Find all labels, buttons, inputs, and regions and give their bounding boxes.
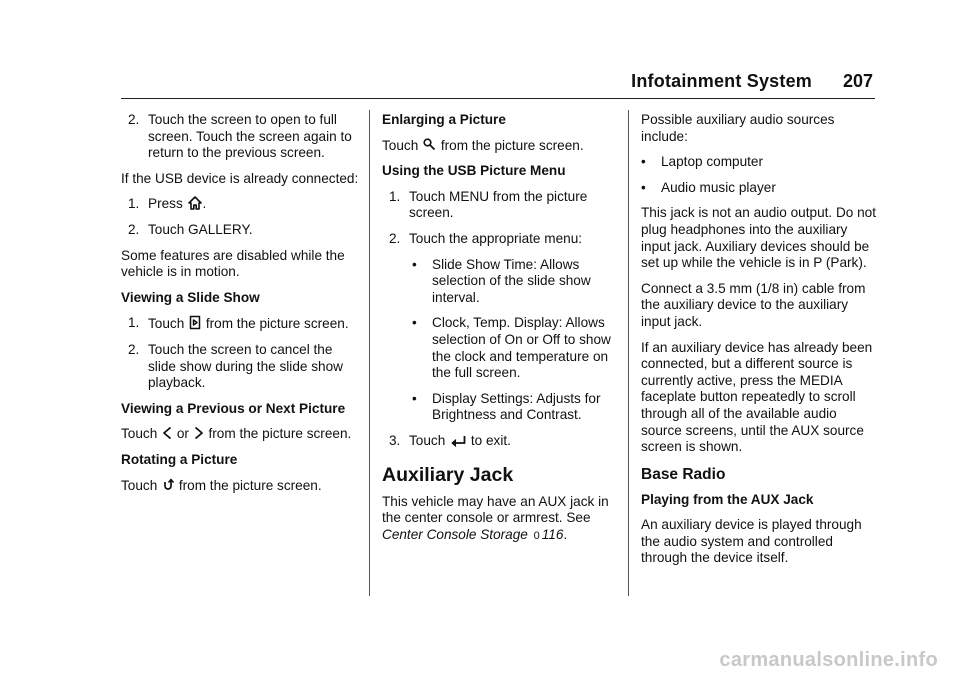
- list-item: [382, 189, 622, 222]
- paragraph: [121, 478, 359, 495]
- step-text: Touch MENU from the picture screen.: [409, 188, 588, 221]
- header-rule: [121, 98, 875, 99]
- page-number: 207: [842, 71, 873, 91]
- bullet-text: Slide Show Time: Allows selection of the slide show interval.: [432, 256, 591, 305]
- list-item: [641, 180, 877, 197]
- step-text-b: from the picture screen.: [205, 316, 349, 332]
- list-item: [121, 315, 359, 333]
- column-2: [382, 112, 622, 553]
- text-end: .: [563, 526, 568, 542]
- paragraph: Some features are disabled while the vehicle is in motion.: [121, 247, 345, 280]
- column-1: [121, 112, 359, 503]
- back-icon: [450, 434, 466, 447]
- list-item: [641, 154, 877, 171]
- chevron-right-icon: [194, 426, 204, 440]
- bullet-text: Clock, Temp. Display: Allows selection of On or Off to show the clock and temperature on the full screen.: [432, 315, 611, 381]
- step-number: 1.: [389, 188, 401, 204]
- page-reference-mark: 0: [533, 529, 540, 542]
- paragraph: [382, 494, 622, 545]
- list-item: [121, 342, 359, 392]
- step-number: 2.: [128, 341, 140, 357]
- subheading: Using the USB Picture Menu: [382, 163, 566, 179]
- rotate-icon: [162, 478, 174, 492]
- section-subheading: Base Radio: [641, 465, 726, 483]
- paragraph: If an auxiliary device has already been connected, but a different source is currently active, press the MEDIA faceplate button repeatedly to scroll through all of the available audio source screens, until the AUX source screen is shown.: [641, 339, 873, 455]
- list-item: [382, 257, 622, 307]
- step-text-a: Press: [148, 196, 183, 212]
- bullet: •: [641, 179, 646, 195]
- step-number: 2.: [128, 112, 140, 127]
- list-item: [382, 315, 622, 381]
- step-number: 2.: [128, 221, 140, 237]
- step-text-a: Touch: [148, 316, 185, 332]
- paragraph: [382, 138, 622, 155]
- column-3: [641, 112, 877, 576]
- list-item: [382, 433, 622, 450]
- subheading: Viewing a Slide Show: [121, 289, 260, 305]
- subheading: Rotating a Picture: [121, 451, 238, 467]
- step-number: 1.: [128, 315, 140, 331]
- step-text: Touch the appropriate menu:: [409, 230, 583, 246]
- paragraph: This jack is not an audio output. Do not plug headphones into the auxiliary input jack. Auxiliary devices should be set up while the vehicle is in P (Park).: [641, 205, 877, 271]
- list-item: [121, 196, 359, 213]
- step-text-end: .: [202, 196, 207, 212]
- list-item: [121, 222, 359, 239]
- subheading: Enlarging a Picture: [382, 112, 506, 127]
- page-header-title: Infotainment System: [631, 71, 812, 91]
- chevron-left-icon: [162, 426, 172, 440]
- slideshow-icon: [189, 315, 201, 330]
- bullet: •: [412, 390, 417, 406]
- paragraph: An auxiliary device is played through the audio system and controlled through the device itself.: [641, 517, 862, 566]
- step-text: Touch the screen to cancel the slide show during the slide show playback.: [148, 341, 343, 391]
- section-heading: Auxiliary Jack: [382, 463, 514, 486]
- text-a: This vehicle may have an AUX jack in the center console or armrest. See: [382, 493, 609, 526]
- text-b: from the picture screen.: [178, 477, 322, 493]
- cross-reference-page[interactable]: 116: [541, 526, 564, 542]
- step-text-a: Touch: [409, 432, 446, 448]
- list-item: [121, 112, 359, 162]
- step-text: Touch GALLERY.: [148, 221, 253, 237]
- step-text: [409, 433, 622, 450]
- bullet: •: [412, 315, 417, 331]
- bullet-text: Audio music player: [661, 179, 776, 195]
- paragraph: Connect a 3.5 mm (1/8 in) cable from the auxiliary device to the auxiliary input jack.: [641, 280, 866, 329]
- watermark: carmanualsonline.info: [719, 649, 938, 671]
- bullet: •: [641, 154, 646, 170]
- text-a: Touch: [121, 477, 158, 493]
- text-a: Touch: [382, 137, 419, 153]
- step-number: 1.: [128, 196, 140, 212]
- subheading: Viewing a Previous or Next Picture: [121, 400, 346, 416]
- text-a: Touch: [121, 426, 158, 442]
- step-number: 3.: [389, 432, 401, 448]
- text-or: or: [176, 426, 189, 442]
- column-divider-1: [369, 110, 370, 596]
- bullet-text: Laptop computer: [661, 154, 764, 170]
- step-text: [148, 196, 359, 213]
- bullet: •: [412, 256, 417, 272]
- list-item: [382, 231, 622, 248]
- bullet-text: Display Settings: Adjusts for Brightness and Contrast.: [432, 390, 601, 423]
- paragraph: If the USB device is already connected:: [121, 170, 359, 186]
- step-text: [148, 315, 359, 333]
- step-text-b: to exit.: [470, 432, 511, 448]
- text-b: from the picture screen.: [440, 137, 584, 153]
- text-b: from the picture screen.: [208, 426, 352, 442]
- cross-reference-link[interactable]: Center Console Storage: [382, 526, 528, 542]
- subheading: Playing from the AUX Jack: [641, 491, 814, 507]
- paragraph: [121, 426, 359, 443]
- home-icon: [188, 196, 202, 210]
- zoom-icon: [423, 138, 436, 152]
- step-number: 2.: [389, 230, 401, 246]
- paragraph: Possible auxiliary audio sources include:: [641, 112, 835, 144]
- list-item: [382, 391, 622, 424]
- step-text: Touch the screen to open to full screen. Touch the screen again to return to the previous screen.: [148, 112, 352, 161]
- column-divider-2: [628, 110, 629, 596]
